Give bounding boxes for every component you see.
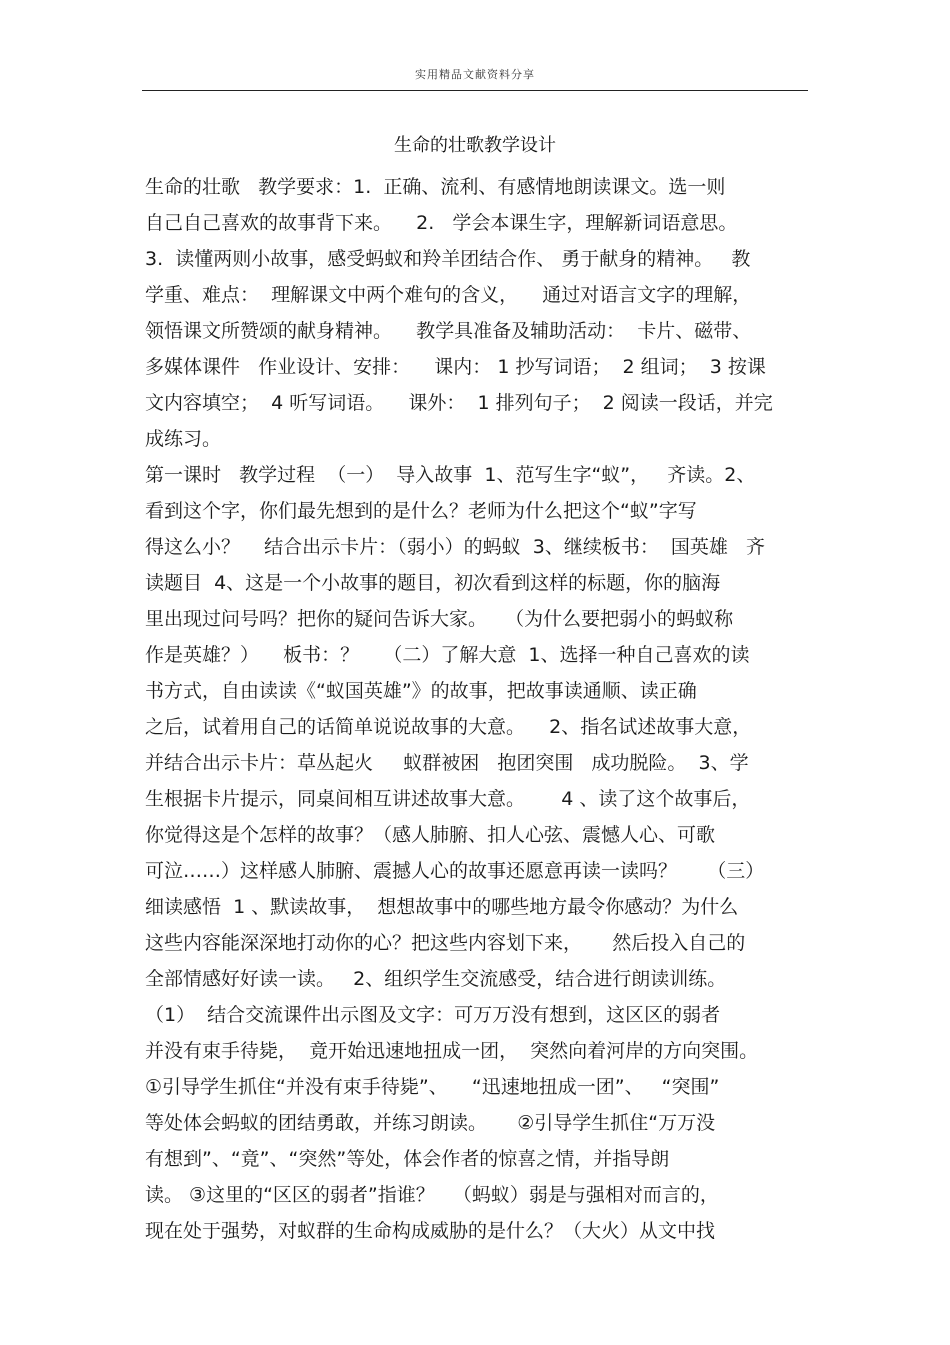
body-line: 读题目 4、这是一个小故事的题目，初次看到这样的标题，你的脑海: [145, 572, 721, 594]
body-line: 并没有束手待毙， 竟开始迅速地扭成一团， 突然向着河岸的方向突围。: [145, 1040, 759, 1062]
body-line: 3. 读懂两则小故事，感受蚂蚁和羚羊团结合作、 勇于献身的精神。 教: [145, 248, 751, 270]
body-line: 成练习。: [145, 428, 222, 450]
body-line: 看到这个字，你们最先想到的是什么？老师为什么把这个“蚁”字写: [145, 500, 697, 522]
body-line: 里出现过问号吗？把你的疑问告诉大家。 （为什么要把弱小的蚂蚁称: [145, 608, 734, 630]
body-line: 学重、难点： 理解课文中两个难句的含义， 通过对语言文字的理解，: [145, 284, 752, 306]
body-line: 多媒体课件 作业设计、安排： 课内： 1 抄写词语； 2 组词； 3 按课: [145, 356, 766, 378]
body-line: 书方式，自由读读《“蚁国英雄”》的故事，把故事读通顺、读正确: [145, 680, 697, 702]
page-header: 实用精品文献资料分享: [415, 68, 535, 81]
body-line: 现在处于强势，对蚁群的生命构成威胁的是什么？（大火）从文中找: [145, 1220, 716, 1242]
body-line: 细读感悟 1 、默读故事， 想想故事中的哪些地方最令你感动？为什么: [145, 896, 739, 918]
body-line: （1） 结合交流课件出示图及文字：可万万没有想到，这区区的弱者: [145, 1004, 721, 1026]
body-line: 读。 ③这里的“区区的弱者”指谁？ （蚂蚁）弱是与强相对而言的，: [145, 1184, 719, 1206]
body-line: 领悟课文所赞颂的献身精神。 教学具准备及辅助活动： 卡片、磁带、: [145, 320, 752, 342]
body-line: 生根据卡片提示，同桌间相互讲述故事大意。 4 、读了这个故事后，: [145, 788, 751, 810]
body-line: 文内容填空； 4 听写词语。 课外： 1 排列句子； 2 阅读一段话，并完: [145, 392, 773, 414]
body-line: 得这么小？ 结合出示卡片：（弱小）的蚂蚁 3、继续板书： 国英雄 齐: [145, 536, 766, 558]
body-line: 并结合出示卡片：草丛起火 蚁群被困 抱团突围 成功脱险。 3、学: [145, 752, 749, 774]
body-line: 可泣……）这样感人肺腑、震撼人心的故事还愿意再读一读吗？ （三）: [145, 860, 765, 882]
body-line: 等处体会蚂蚁的团结勇敢，并练习朗读。 ②引导学生抓住“万万没: [145, 1112, 716, 1134]
body-line: 生命的壮歌 教学要求：1. 正确、流利、有感情地朗读课文。选一则: [145, 176, 726, 198]
body-line: 自己自己喜欢的故事背下来。 2. 学会本课生字，理解新词语意思。: [145, 212, 738, 234]
body-line: 有想到”、“竟”、“突然”等处，体会作者的惊喜之情，并指导朗: [145, 1148, 670, 1170]
document-title: 生命的壮歌教学设计: [394, 135, 556, 156]
body-line: 全部情感好好读一读。 2、组织学生交流感受，结合进行朗读训练。: [145, 968, 727, 990]
body-line: 第一课时 教学过程 （一） 导入故事 1、范写生字“蚁”， 齐读。2、: [145, 464, 756, 486]
body-line: 你觉得这是个怎样的故事？（感人肺腑、扣人心弦、震憾人心、可歌: [145, 824, 716, 846]
body-line: ①引导学生抓住“并没有束手待毙”、 “迅速地扭成一团”、 “突围”: [145, 1076, 720, 1098]
body-line: 之后，试着用自己的话简单说说故事的大意。 2、指名试述故事大意，: [145, 716, 752, 738]
body-line: 作是英雄？） 板书：？ （二）了解大意 1、选择一种自己喜欢的读: [145, 644, 750, 666]
document-body: [145, 172, 825, 1252]
header-rule: [142, 90, 808, 91]
body-line: 这些内容能深深地打动你的心？把这些内容划下来， 然后投入自己的: [145, 932, 746, 954]
